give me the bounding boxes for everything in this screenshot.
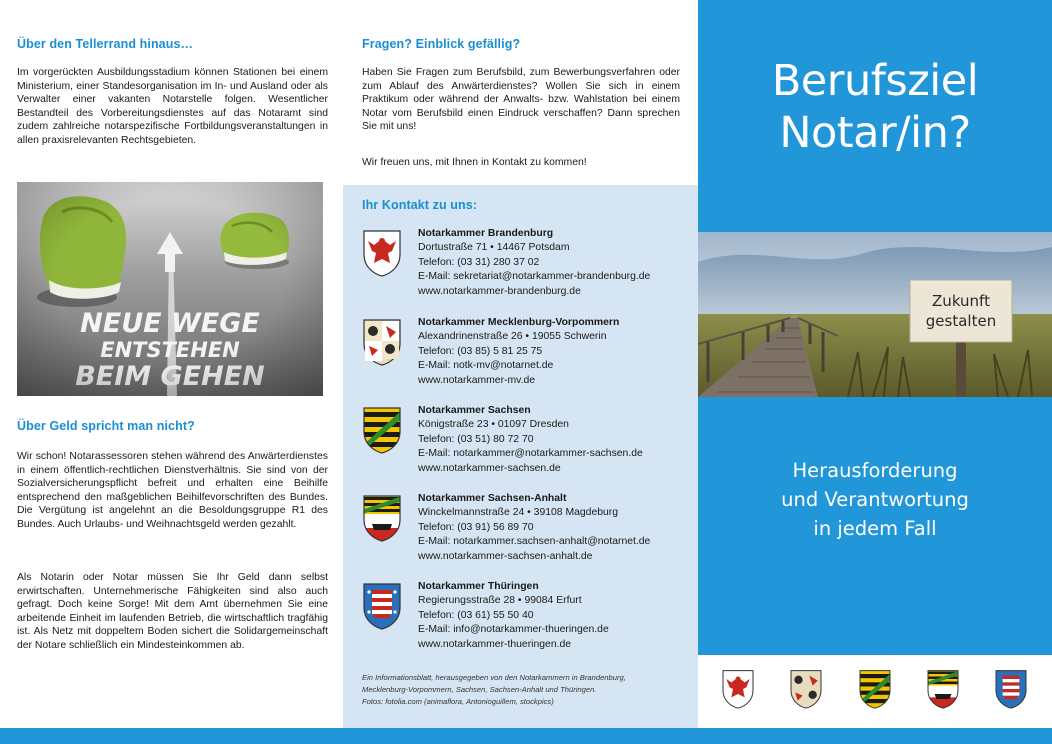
mecklenburg-vorpommern-crest-icon	[362, 318, 402, 366]
contact-name: Notarkammer Brandenburg	[418, 228, 554, 239]
contact-name: Notarkammer Thüringen	[418, 581, 539, 592]
cover-title-line1: Berufsziel	[771, 56, 979, 106]
contact-email[interactable]: E-Mail: notarkammer@notarkammer-sachsen.de	[418, 448, 643, 460]
contact-name: Notarkammer Mecklenburg-Vorpommern	[418, 317, 620, 328]
contact-email[interactable]: E-Mail: notarkammer.sachsen-anhalt@notarnet.de	[418, 536, 651, 548]
paragraph-tellerrand: Im vorgerückten Ausbildungsstadium können Stationen bei einem Ministerium, einer Standesorganisation im In- und Ausland oder als Verwalter einer vakanten Notarstelle folgen. Wesentlicher Bestandteil des Vorbereitungsdienstes auf das Notaramt sind zudem zahlreiche notarspezifische Fortbildungsveranstaltungen in allen praxisrelevanten Rechtsgebieten.	[17, 67, 328, 146]
paragraph-freuen: Wir freuen uns, mit Ihnen in Kontakt zu kommen!	[362, 157, 587, 168]
cover-subtitle-line2: und Verantwortung	[781, 488, 969, 511]
mecklenburg-vorpommern-crest-icon	[789, 669, 823, 709]
contact-website[interactable]: www.notarkammer-sachsen-anhalt.de	[418, 550, 593, 562]
photo-boardwalk-sign	[698, 232, 1052, 397]
contact-name: Notarkammer Sachsen	[418, 405, 531, 416]
footnote-line: Ein Informationsblatt, herausgegeben von den Notarkammern in Brandenburg,	[362, 673, 626, 682]
paragraph-geld-1: Wir schon! Notarassessoren stehen während des Anwärterdienstes in einem öffentlich-rechtlichen Dienstverhältnis. Sie sind von der Sozialversicherungspflicht befreit und erhalten eine Beihilfe entsprechend den maßgeblichen Beihilfevorschriften des Bundes. Die Vergütung ist angelehnt an die Besoldungsgruppe R1 des Bundes. Auch Urlaubs- und Weihnachtsgeld werden gezahlt.	[17, 451, 328, 530]
contact-phone: Telefon: (03 85) 5 81 25 75	[418, 345, 543, 357]
contact-thueringen	[362, 580, 692, 660]
contact-address: Dortustraße 71 • 14467 Potsdam	[418, 242, 570, 254]
contact-sachsen	[362, 404, 692, 484]
contact-phone: Telefon: (03 61) 55 50 40	[418, 609, 534, 621]
heading-fragen: Fragen? Einblick gefällig?	[362, 37, 521, 51]
cover-subtitle	[698, 456, 1052, 543]
contact-brandenburg	[362, 227, 692, 307]
cover-subtitle-line3: in jedem Fall	[813, 517, 937, 540]
contact-mecklenburg-vorpommern	[362, 316, 692, 396]
cover-title	[698, 55, 1052, 159]
heading-tellerrand: Über den Tellerrand hinaus…	[17, 37, 194, 51]
footnote-credits: Fotos: fotolia.com (animaflora, Antonioguillem, stockpics)	[362, 697, 554, 706]
contact-address: Alexandrinenstraße 26 • 19055 Schwerin	[418, 331, 607, 343]
cover-subtitle-line1: Herausforderung	[792, 459, 958, 482]
contact-website[interactable]: www.notarkammer-mv.de	[418, 374, 536, 386]
thueringen-crest-icon	[994, 669, 1028, 709]
contact-email[interactable]: E-Mail: notk-mv@notarnet.de	[418, 360, 554, 372]
cover-title-line2: Notar/in?	[779, 108, 971, 158]
middle-column	[343, 0, 698, 744]
photo-shoes-new-paths	[17, 182, 323, 396]
brandenburg-crest-icon	[721, 669, 755, 709]
sachsen-crest-icon	[362, 406, 402, 454]
sachsen-anhalt-crest-icon	[926, 669, 960, 709]
heading-kontakt: Ihr Kontakt zu uns:	[362, 198, 478, 212]
crest-strip	[698, 655, 1052, 728]
sign-text-line1: Zukunft	[932, 292, 990, 310]
contact-website[interactable]: www.notarkammer-thueringen.de	[418, 638, 572, 650]
paragraph-fragen: Haben Sie Fragen zum Berufsbild, zum Bewerbungsverfahren oder zum Ablauf des Anwärterdienstes? Wollen Sie sich in einem Praktikum oder während der Anwalts- bzw. Wahlstation bei einem Notar vom Berufsbild einen Eindruck verschaffen? Dann sprechen Sie mit uns!	[362, 67, 680, 133]
contact-sachsen-anhalt	[362, 492, 692, 572]
contact-email[interactable]: E-Mail: sekretariat@notarkammer-brandenburg.de	[418, 271, 651, 283]
paragraph-geld-2: Als Notarin oder Notar müssen Sie Ihr Geld dann selbst erwirtschaften. Unternehmerische Fähigkeiten sind also auch gefragt. Doch keine Sorge! Mit dem Amt übernehmen Sie eine arbeitende Einheit im laufenden Betrieb, die wirtschaftlich tragfähig ist. Als Netz mit doppeltem Boden sichert die Solidargemeinschaft der Notare schließlich ein Mindesteinkommen ab.	[17, 572, 328, 651]
footnote-line: Mecklenburg-Vorpommern, Sachsen, Sachsen-Anhalt und Thüringen.	[362, 685, 597, 694]
left-column	[0, 0, 343, 744]
contact-address: Regierungsstraße 28 • 99084 Erfurt	[418, 595, 582, 607]
right-column-cover	[698, 0, 1052, 744]
brandenburg-crest-icon	[362, 229, 402, 277]
contact-phone: Telefon: (03 91) 56 89 70	[418, 521, 534, 533]
sign-text-line2: gestalten	[925, 312, 997, 330]
heading-geld: Über Geld spricht man nicht?	[17, 419, 195, 433]
contact-phone: Telefon: (03 31) 280 37 02	[418, 256, 540, 268]
footnote	[362, 672, 692, 708]
thueringen-crest-icon	[362, 582, 402, 630]
bottom-accent-bar	[0, 728, 1052, 744]
contact-name: Notarkammer Sachsen-Anhalt	[418, 493, 567, 504]
contact-website[interactable]: www.notarkammer-sachsen.de	[418, 462, 561, 474]
contact-website[interactable]: www.notarkammer-brandenburg.de	[418, 285, 581, 297]
contact-box	[343, 185, 698, 728]
sachsen-anhalt-crest-icon	[362, 494, 402, 542]
contact-address: Winckelmannstraße 24 • 39108 Magdeburg	[418, 507, 619, 519]
contact-phone: Telefon: (03 51) 80 72 70	[418, 433, 534, 445]
sachsen-crest-icon	[858, 669, 892, 709]
contact-email[interactable]: E-Mail: info@notarkammer-thueringen.de	[418, 624, 609, 636]
contact-address: Königstraße 23 • 01097 Dresden	[418, 419, 569, 431]
